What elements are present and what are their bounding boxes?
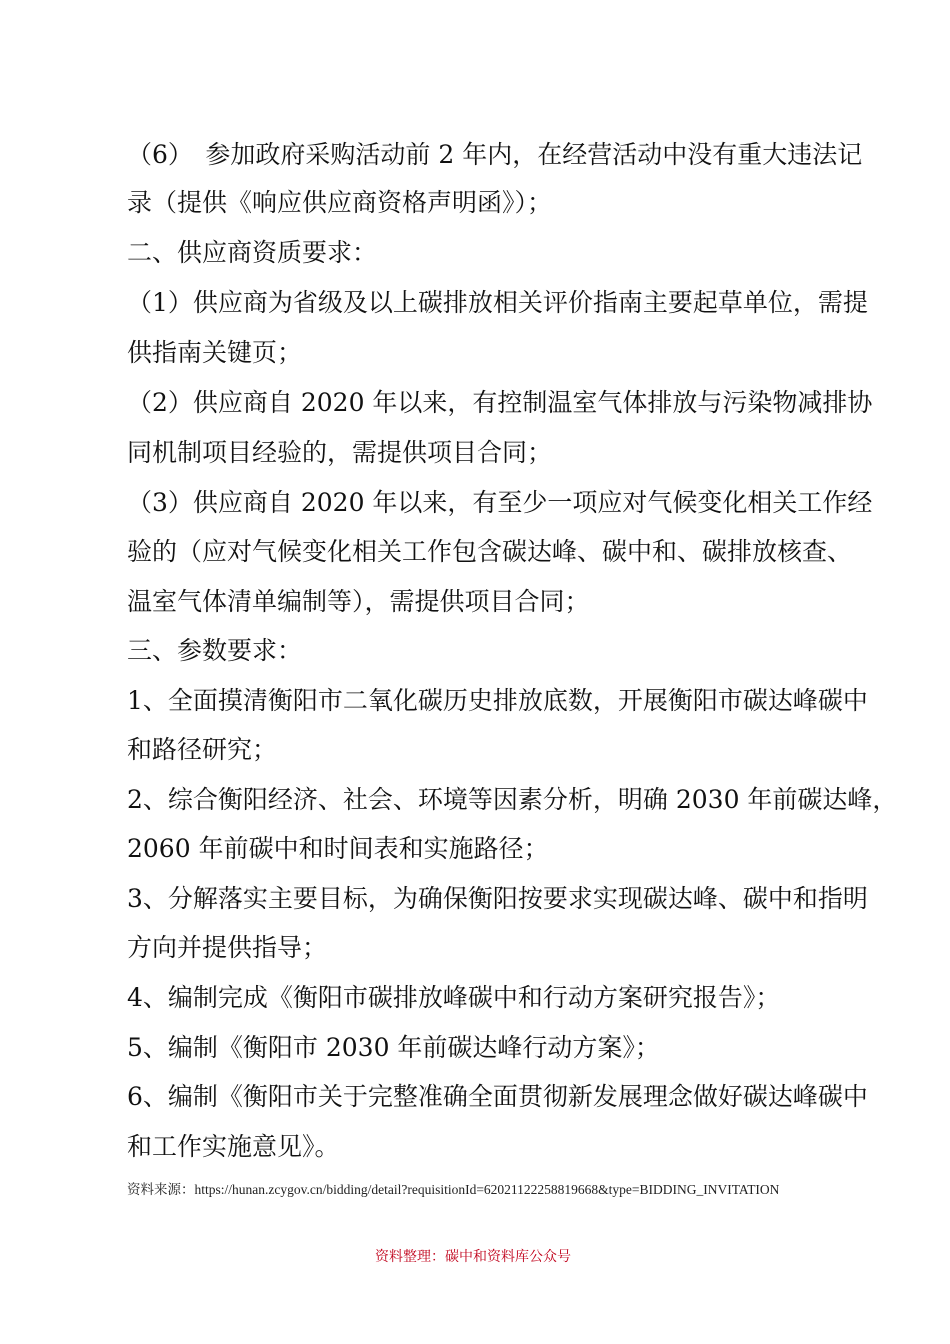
section-heading-supplier-qualification: 二、供应商资质要求： <box>127 238 378 267</box>
text-line-4: （1）供应商为省级及以上碳排放相关评价指南主要起草单位，需提 <box>127 288 868 317</box>
text-line-1: （6） 参加政府采购活动前 2 年内，在经营活动中没有重大违法记 <box>127 140 863 169</box>
text-line-5: 供指南关键页； <box>127 338 303 367</box>
text-line-10: 温室气体清单编制等），需提供项目合同； <box>127 587 590 616</box>
section-heading-parameters: 三、参数要求： <box>127 636 303 665</box>
text-line-13: 和路径研究； <box>127 735 278 764</box>
text-line-9: 验的（应对气候变化相关工作包含碳达峰、碳中和、碳排放核查、 <box>127 537 853 566</box>
text-line-8: （3）供应商自 2020 年以来，有至少一项应对气候变化相关工作经 <box>127 488 873 517</box>
text-line-20: 6、编制《衡阳市关于完整准确全面贯彻新发展理念做好碳达峰碳中 <box>127 1082 868 1111</box>
footer-credit: 资料整理：碳中和资料库公众号 <box>375 1249 571 1265</box>
text-line-16: 3、分解落实主要目标，为确保衡阳按要求实现碳达峰、碳中和指明 <box>127 884 868 913</box>
text-line-19: 5、编制《衡阳市 2030 年前碳达峰行动方案》； <box>127 1033 660 1062</box>
text-line-7: 同机制项目经验的，需提供项目合同； <box>127 438 553 467</box>
text-line-15: 2060 年前碳中和时间表和实施路径； <box>127 834 549 863</box>
text-line-21: 和工作实施意见》。 <box>127 1132 340 1161</box>
text-line-17: 方向并提供指导； <box>127 933 328 962</box>
text-line-6: （2）供应商自 2020 年以来，有控制温室气体排放与污染物减排协 <box>127 388 873 417</box>
source-note: 资料来源：https://hunan.zcygov.cn/bidding/detail?requisitionId=6202112225881966​8&type=BIDDING_INVITATION <box>127 1182 780 1197</box>
text-line-2: 录（提供《响应供应商资格声明函》）； <box>127 188 553 217</box>
text-line-14: 2、综合衡阳经济、社会、环境等因素分析，明确 2030 年前碳达峰， <box>127 785 898 814</box>
text-line-12: 1、全面摸清衡阳市二氧化碳历史排放底数，开展衡阳市碳达峰碳中 <box>127 686 868 715</box>
text-line-18: 4、编制完成《衡阳市碳排放峰碳中和行动方案研究报告》； <box>127 983 781 1012</box>
